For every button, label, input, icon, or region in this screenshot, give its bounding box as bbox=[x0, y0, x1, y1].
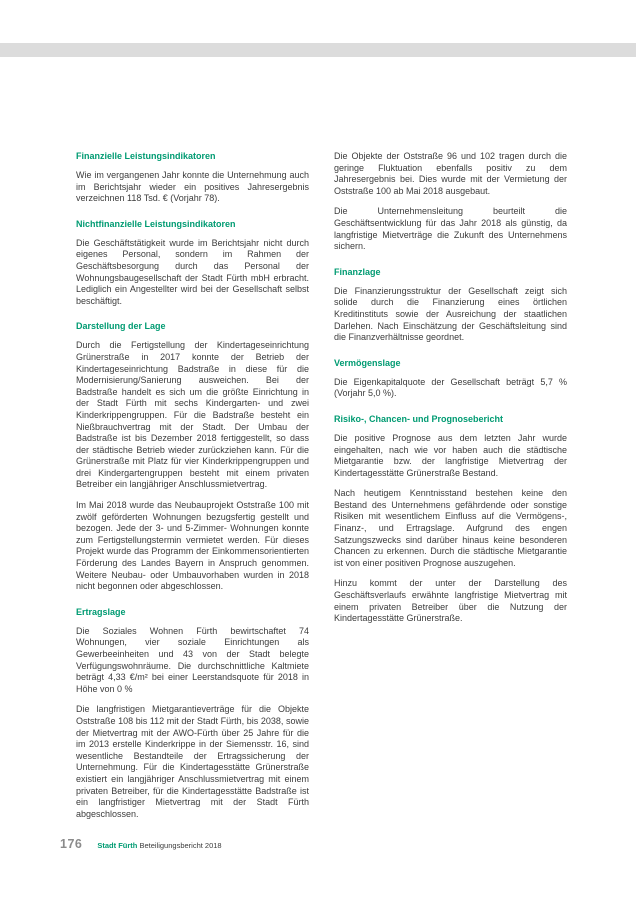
paragraph: Die langfristigen Mietgarantieverträge für die Objekte Oststraße 108 bis 112 mit der Stadt Fürth, bis 2038, sowie der Mietvertrag mit der AWO-Fürth über 25 Jahre für die im 2013 erstelle Kinderkrippe in der Siemensstr. 16, sind wesentliche Bestandteile der Ertragssicherung der Unternehmung. Für die Kindertagesstätte Grünerstraße existiert ein langjähriger Anschlussmietvertrag mit einem privaten Betreiber, für die Kindertagesstätte Badstraße ist ein langfristiger Mietvertrag mit der Stadt Fürth abgeschlossen. bbox=[76, 704, 309, 819]
paragraph: Hinzu kommt der unter der Darstellung des Geschäftsverlaufs erwähnte langfristige Mietvertrag mit einem privaten Betreiber über die Nutzung der Kindertagesstätte Grünerstraße. bbox=[334, 578, 567, 624]
section-ertragslage bbox=[76, 607, 309, 821]
paragraph: Durch die Fertigstellung der Kindertageseinrichtung Grünerstraße in 2017 konnte der Betrieb der Kindertageseinrichtung Badstraße in diese für die Modernisierung/Sanierung ausweichen. Bei der Badstraße handelt es sich um die größte Einrichtung in der Stadt Fürth mit sechs Kindergarten- und zwei Kinderkrippengruppen. Für die Badstraße besteht ein Nießbrauchvertrag mit der Stadt. Der Umbau der Badstraße ist bis Dezember 2018 fertiggestellt, so dass der städtische Betrieb wieder zurückziehen kann. Für die Grünerstraße mit Platz für vier Kinderkrippengruppen und drei Kindergartengruppen besteht mit einem privaten Betreiber ein langjähriger Anschlussmietvertrag. bbox=[76, 340, 309, 490]
section-heading: Finanzielle Leistungsindikatoren bbox=[76, 151, 216, 161]
section-heading: Darstellung der Lage bbox=[76, 321, 166, 332]
section-heading: Nichtfinanzielle Leistungsindikatoren bbox=[76, 218, 236, 229]
paragraph: Die Soziales Wohnen Fürth bewirtschaftet 74 Wohnungen, vier soziale Einrichtungen als Gewerbeeinheiten und 43 von der Stadt belegte Verfügungswohnräume. Die durchschnittliche Kaltmiete beträgt 4,33 €/m² bei einer Leerstandsquote für 2018 in Höhe von 0 % bbox=[76, 625, 309, 694]
section-heading: Risiko-, Chancen- und Prognosebericht bbox=[334, 413, 504, 424]
section-heading: Vermögenslage bbox=[334, 357, 401, 368]
header-divider-bar bbox=[0, 43, 636, 57]
paragraph: Die Unternehmensleitung beurteilt die Geschäftsentwicklung für das Jahr 2018 als günstig, da langfristige Mietverträge die Zukunft des Unternehmens sichern. bbox=[334, 206, 567, 252]
left-column bbox=[76, 151, 309, 829]
right-column bbox=[334, 151, 567, 829]
section-darstellung-der-lage bbox=[76, 321, 309, 592]
footer-text bbox=[97, 841, 221, 850]
paragraph: Nach heutigem Kenntnisstand bestehen keine den Bestand des Unternehmens gefährdende oder sonstige Risiken mit wesentlichem Einfluss auf die Vermögens-, Finanz-, und Ertragslage. Aufgrund des engen Satzungszwecks sind darüber hinaus keine besonderen Chancen zu erkennen. Durch die städtische Mietgarantie ist von einer positiven Prognose auszugehen. bbox=[334, 488, 567, 568]
section-risiko-chancen-prognosebericht bbox=[334, 414, 567, 625]
paragraph: Im Mai 2018 wurde das Neubauprojekt Oststraße 100 mit zwölf geförderten Wohnungen bezugsfertig gestellt und bezogen. Jede der 3- und 5-Zimmer- Wohnungen konnte zum Fertigstellungstermin vermietet werden. Für dieses Projekt wurde das Programm der Einkommensorientierten Förderung des Landes Bayern in Anspruch genommen. Weitere Neubau- oder Umbauvorhaben wurden in 2018 nicht begonnen oder abgeschlossen. bbox=[76, 500, 309, 592]
footer-brand: Stadt Fürth bbox=[97, 841, 138, 850]
section-finanzlage bbox=[334, 267, 567, 344]
page-footer bbox=[60, 837, 222, 851]
paragraph: Wie im vergangenen Jahr konnte die Unternehmung auch im Berichtsjahr wieder ein positives Jahresergebnis verzeichnen 118 Tsd. € (Vorjahr 78). bbox=[76, 170, 309, 204]
section-nichtfinanzielle-leistungsindikatoren bbox=[76, 219, 309, 308]
paragraph: Die Eigenkapitalquote der Gesellschaft beträgt 5,7 % (Vorjahr 5,0 %). bbox=[334, 376, 567, 399]
paragraph: Die Finanzierungsstruktur der Gesellschaft zeigt sich solide durch die Finanzierung eines örtlichen Kreditinstituts sowie der Ausreichung der staatlichen Darlehen. Nach Einschätzung der Geschäftsleitung sind die Finanzverhältnisse geordnet. bbox=[334, 285, 567, 343]
paragraph: Die Objekte der Oststraße 96 und 102 tragen durch die geringe Fluktuation ebenfalls positiv zu dem Jahresergebnis bei. Dies wurde mit der Vermietung der Oststraße 100 ab Mai 2018 ausgebaut. bbox=[334, 151, 567, 196]
page-number: 176 bbox=[60, 837, 83, 851]
section-finanzielle-leistungsindikatoren bbox=[76, 151, 309, 205]
footer-report-title: Beteiligungsbericht 2018 bbox=[139, 841, 222, 850]
section-continuation bbox=[334, 151, 567, 253]
section-heading: Finanzlage bbox=[334, 266, 381, 277]
paragraph: Die Geschäftstätigkeit wurde im Berichtsjahr nicht durch eigenes Personal, sondern im Rahmen der Geschäftsbesorgung durch das Personal der Wohnungsbaugesellschaft der Stadt Fürth mbH erbracht. Lediglich ein Angestellter wird bei der Gesellschaft selbst beschäftigt. bbox=[76, 237, 309, 306]
report-body bbox=[76, 151, 568, 829]
paragraph: Die positive Prognose aus dem letzten Jahr wurde eingehalten, nach wie vor haben auch die städtische Mietgarantie bzw. der langfristige Mietvertrag der Kindertagesstätte Grünerstraße Bestand. bbox=[334, 432, 567, 478]
section-vermoegenslage bbox=[334, 358, 567, 400]
section-heading: Ertragslage bbox=[76, 606, 126, 617]
